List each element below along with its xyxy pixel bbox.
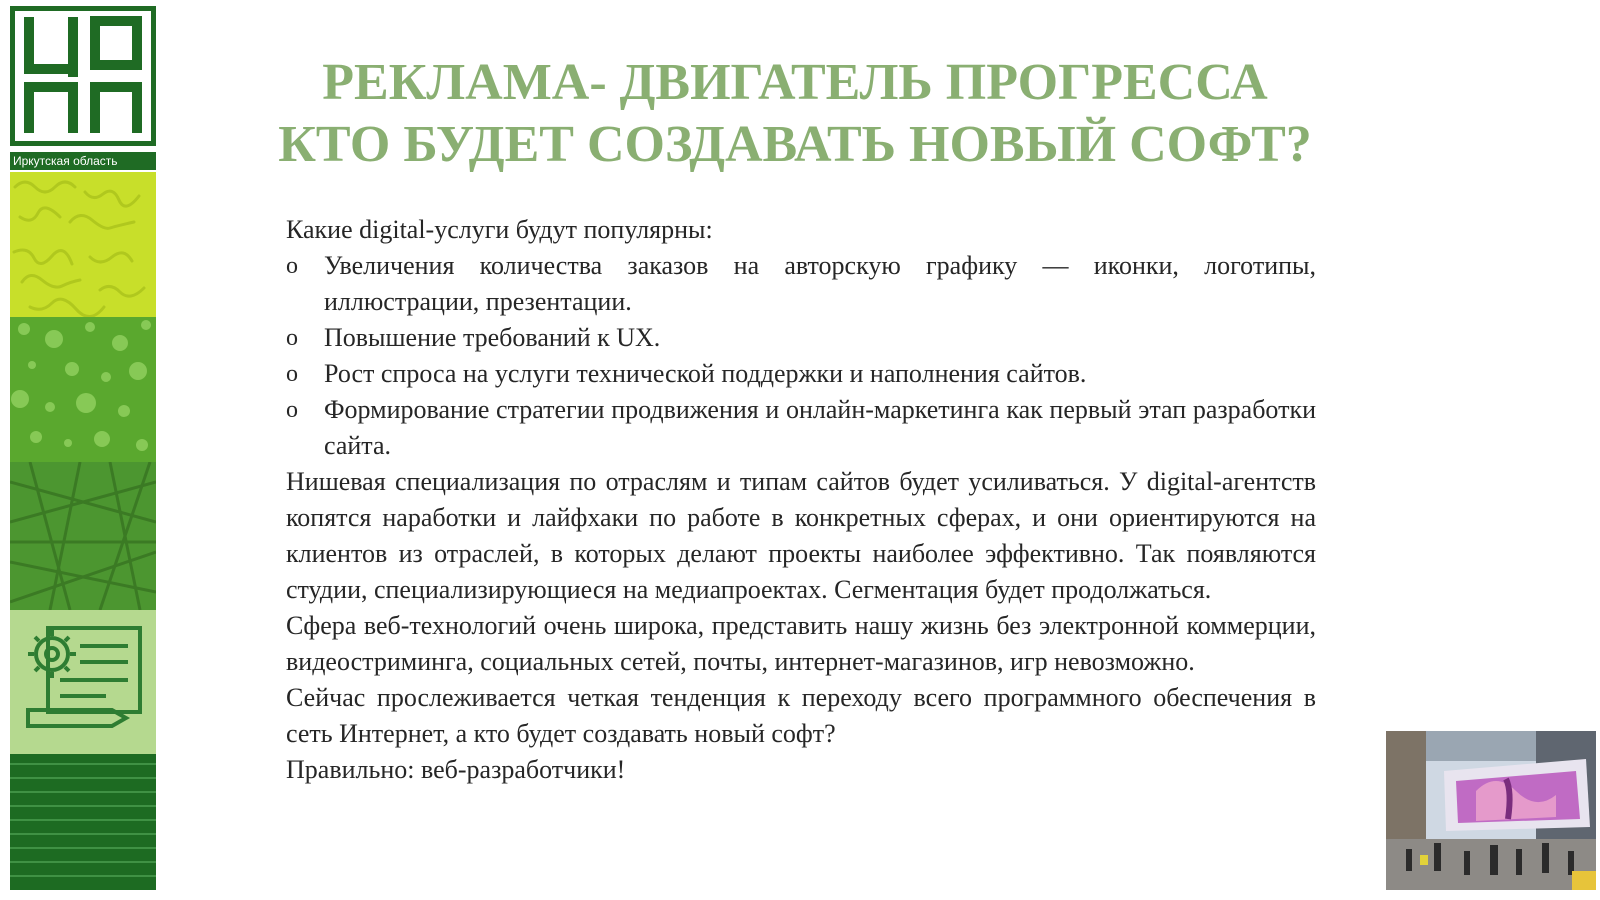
paragraph-web-tech: Сфера веб-технологий очень широка, представить нашу жизнь без электронной коммерции, видеостриминга, социальных сетей, почты, интернет-магазинов, игр невозможно. — [286, 611, 1316, 676]
services-list — [286, 248, 1316, 464]
squiggle-pattern-icon — [10, 172, 156, 317]
copp-logo — [10, 6, 156, 146]
bullet-marker: o — [286, 325, 298, 351]
title-line-1: РЕКЛАМА- ДВИГАТЕЛЬ ПРОГРЕССА — [322, 54, 1268, 111]
list-item: o Формирование стратегии продвижения и онлайн-маркетинга как первый этап разработки сайта. — [286, 392, 1316, 464]
list-item: o Увеличения количества заказов на авторскую графику — иконки, логотипы, иллюстрации, презентации. — [286, 248, 1316, 320]
times-square-photo — [1386, 731, 1596, 890]
decorative-sidebar — [10, 6, 156, 890]
hexagon-pattern-icon — [10, 317, 156, 462]
slide-body — [286, 212, 1316, 788]
list-item: o Повышение требований к UX. — [286, 320, 1316, 356]
paragraph-niche: Нишевая специализация по отраслям и типам сайтов будет усиливаться. У digital-агентств копятся наработки и лайфхаки по работе в конкретных сферах, и они ориентируются на клиентов из отраслей, в которых делают проекты наиболее эффективно. Так появляются студии, специализирующиеся на медиапроектах. Сегментация будет продолжаться. — [286, 467, 1316, 604]
pattern-band-squiggles — [10, 172, 156, 317]
paragraph-answer: Правильно: веб-разработчики! — [286, 755, 626, 784]
pattern-band-mesh — [10, 462, 156, 610]
slide-title — [230, 52, 1360, 176]
paragraph-trend: Сейчас прослеживается четкая тенденция к переходу всего программного обеспечения в сеть Интернет, а кто будет создавать новый софт? — [286, 683, 1316, 748]
title-line-2: КТО БУДЕТ СОЗДАВАТЬ НОВЫЙ СОФТ? — [278, 116, 1312, 173]
stripes-pattern-icon — [10, 754, 156, 890]
pattern-band-gear-document — [10, 610, 156, 754]
pattern-band-hexagons — [10, 317, 156, 462]
bullet-marker: o — [286, 397, 298, 423]
bullet-marker: o — [286, 253, 298, 279]
list-item: o Рост спроса на услуги технической поддержки и наполнения сайтов. — [286, 356, 1316, 392]
gear-document-pencil-icon — [10, 610, 156, 754]
pattern-band-stripes — [10, 754, 156, 890]
copp-logo-mark-icon — [15, 11, 151, 141]
logo-region-caption: Иркутская область — [10, 152, 156, 170]
intro-line: Какие digital-услуги будут популярны: — [286, 215, 713, 244]
times-square-billboard-photo-icon — [1386, 731, 1596, 890]
bullet-marker: o — [286, 361, 298, 387]
mesh-pattern-icon — [10, 462, 156, 610]
